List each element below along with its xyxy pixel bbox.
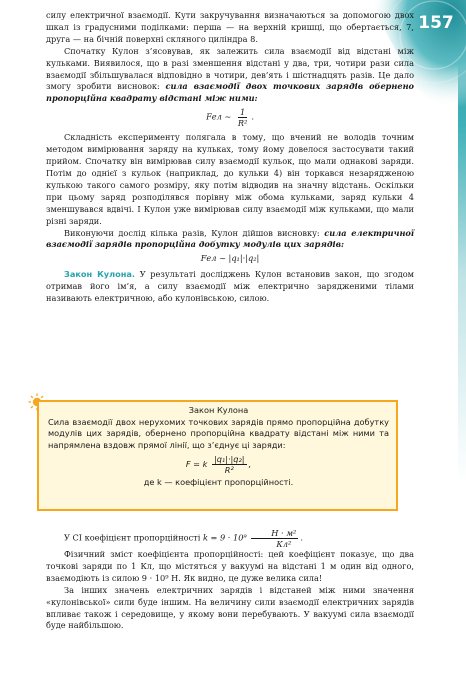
paragraph: Складність експерименту полягала в тому, що вчений не володів точним методом вимірювання заряду на кульках, тому йому довелося застосувати такий прийом. Спочатку він вимірював силу взаємодії кульок, що мали однакові заряди. Потім до однієї з кульок (наприклад, до кульки 4) він торкався незарядженою кулькою такого самого розміру, яку потім відводив на значну відстань. Оскільки при цьому заряд розподілявся порівну між обома кульками, заряд кульки 4 зменшувався вдвічі. І Кулон уже вимірював силу взаємодії між кульками, що мали різні заряди. <box>46 132 414 226</box>
law-box-where: де k — коефіцієнт пропорційності. <box>143 477 294 488</box>
paragraph: Виконуючи дослід кілька разів, Кулон дійшов висновку: сила електричної взаємодії зарядів пропорційна добутку модулів цих зарядів: <box>46 227 414 250</box>
paragraph: Фізичний зміст коефіцієнта пропорційності: цей коефіцієнт показує, що два точкові заряди по 1 Кл, що містяться у вакуумі на відстані 1 м один від одного, взаємодіють із силою 9 · 10⁹ Н. Як видно, це дуже велика сила! <box>46 549 414 583</box>
law-box <box>37 400 398 511</box>
main-text <box>46 10 414 305</box>
formula-inverse-square: Fел ~ $\frac{1}{\text{R²}}$ . <box>206 107 254 129</box>
section-heading-coulomb-law: Закон Кулона. <box>64 269 136 280</box>
law-box-text: Сила взаємодії двох нерухомих точкових зарядів прямо пропорційна добутку модулів цих зарядів, обернено пропорційна квадрату відстані між ними та напрямлена вздовж прямої лінії, що з’єднує ці заряди: <box>48 416 389 450</box>
page-number: 157 <box>418 13 454 33</box>
paragraph: Спочатку Кулон з’ясовував, як залежить сила взаємодії від відстані між кульками. Виявилося, що в разі зменшення відстані у два, три, чотири рази сила взаємодії збільшувалася відповідно в чотири, дев’ять і шістнадцять разів. Це дало змогу зробити висновок: сила взаємодії двох точкових зарядів обернено пропорційна квадрату відстані між ними: <box>46 45 414 104</box>
law-box-title: Закон Кулона <box>188 405 249 415</box>
paragraph: За інших значень електричних зарядів і відстаней між ними значення «кулонівської» сили буде іншим. На величину сили взаємодії електричних зарядів впливає також і середовище, у якому вони перебувають. У вакуумі сила взаємодії буде найбільшою. <box>46 584 414 631</box>
paragraph: Закон Кулона. У результаті досліджень Кулон встановив закон, що згодом отримав його ім’я, а силу взаємодії між електрично зарядженими тілами називають електричною, або кулонівською, силою. <box>46 269 415 304</box>
paragraph: силу електричної взаємодії. Кути закручування визначаються за допомогою двох шкал із градусними поділками: перша — на верхній кришці, що обертається, 7, друга — на бічній поверхні скляного циліндра 8. <box>46 10 414 44</box>
coefficient-line: У СІ коефіцієнт пропорційності k = 9 · 10⁹ $\frac{\text{Н · м²}}{\text{Кл²}}$ . <box>64 528 303 549</box>
formula-coulomb-law: F = k $\frac{\text{|q₁|·|q₂|}}{\text{R²}}$ , <box>185 454 252 476</box>
main-text-continued <box>46 528 414 632</box>
formula-charge-product: Fел ~ |q₁|·|q₂| <box>200 253 260 264</box>
